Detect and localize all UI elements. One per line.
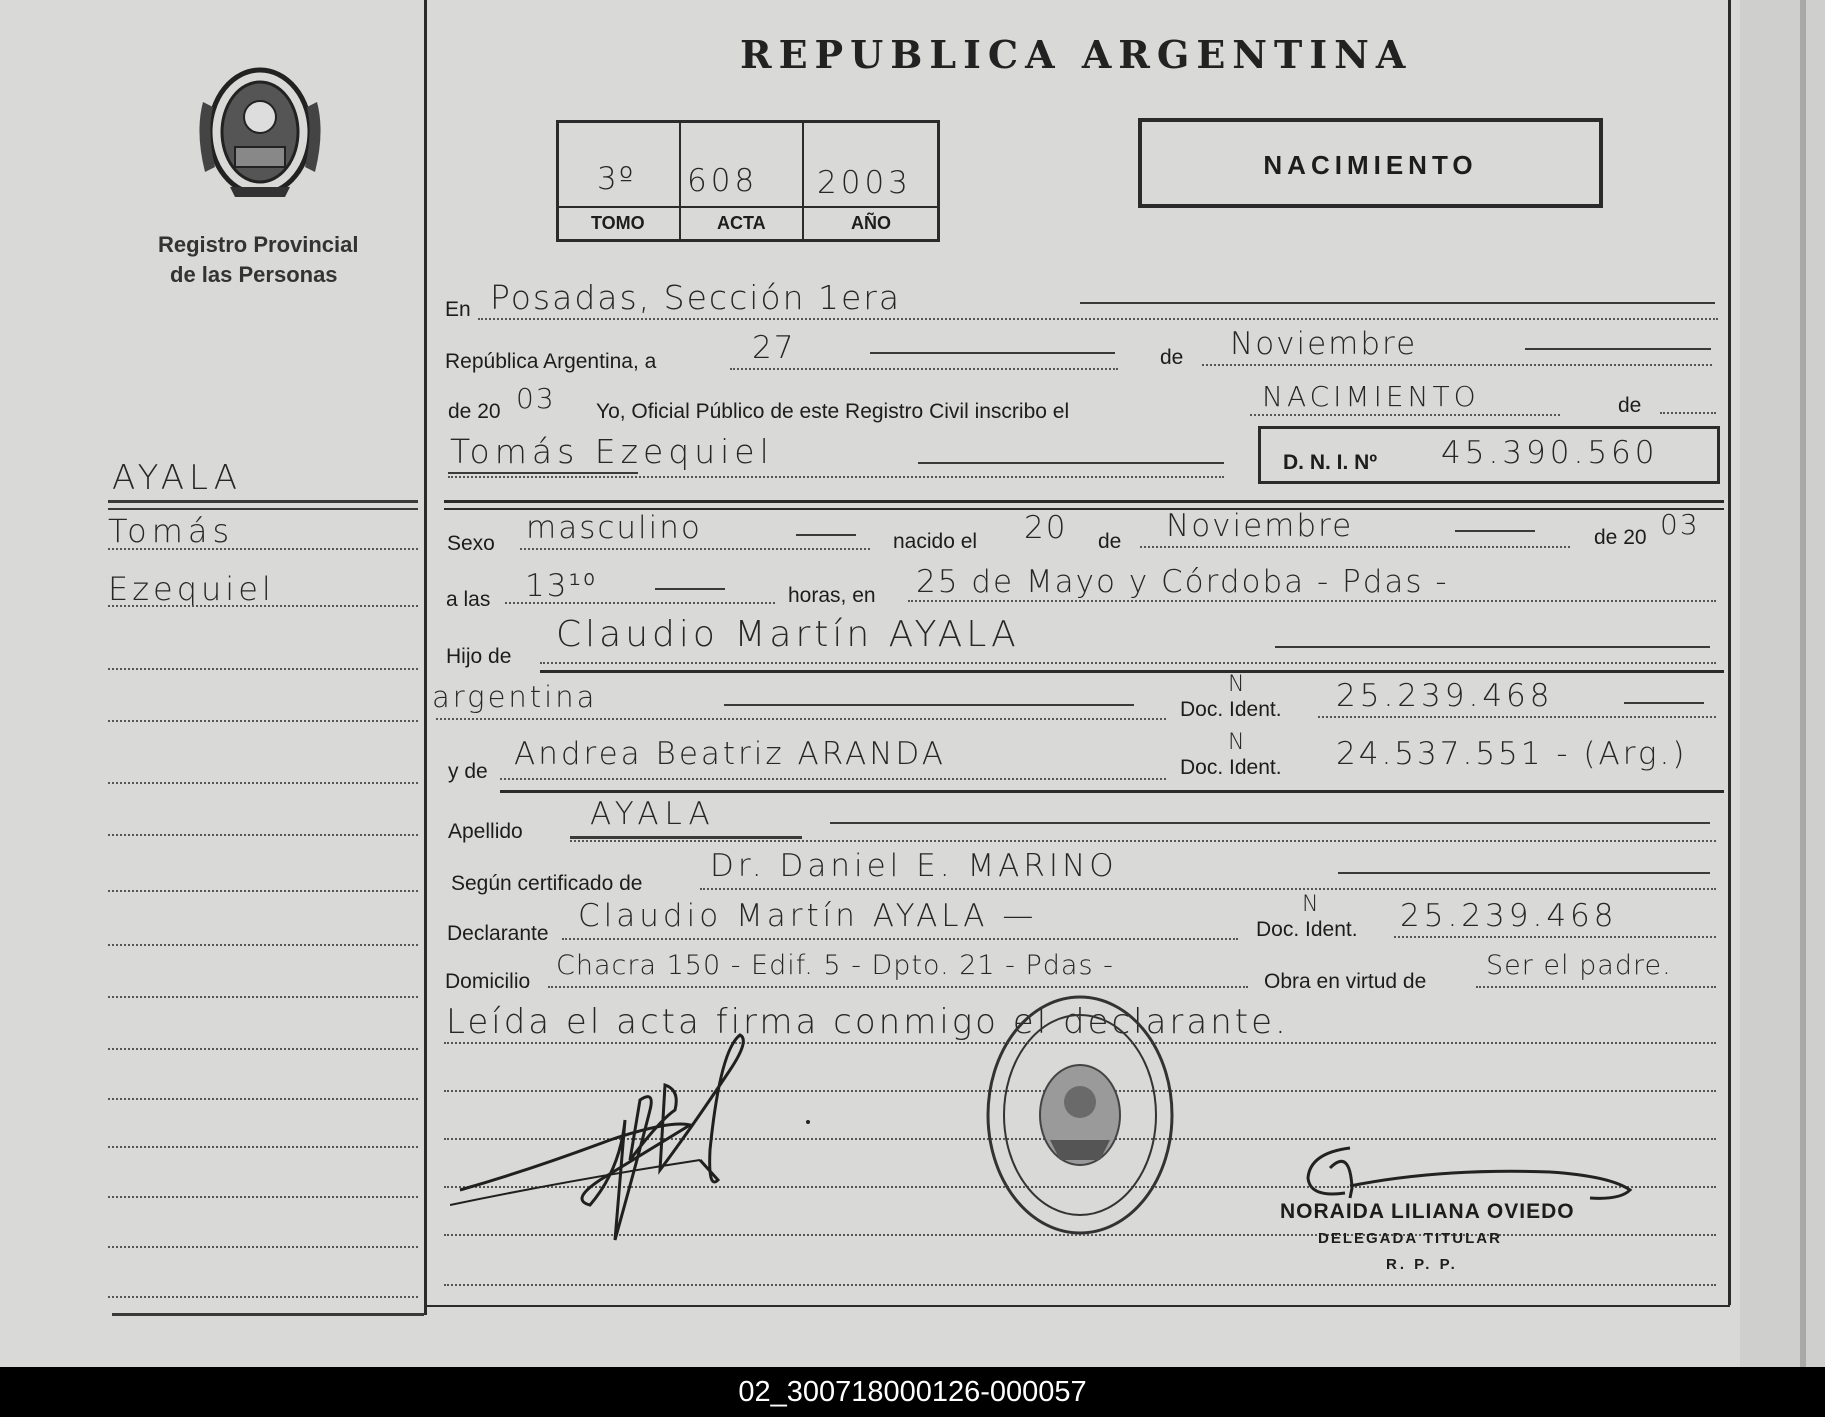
hijo-label: Hijo de xyxy=(446,645,512,668)
mother-doc-label: Doc. Ident. xyxy=(1180,756,1282,779)
obra-label: Obra en virtud de xyxy=(1264,970,1427,993)
place-rule xyxy=(908,600,1716,602)
country-title: REPUBLICA ARGENTINA xyxy=(740,32,1413,77)
en-label: En xyxy=(445,298,471,321)
margin-rule xyxy=(108,782,418,784)
father-doc-fill-line xyxy=(1624,702,1704,704)
margin-rule xyxy=(108,890,418,892)
certificado-value: Dr. Daniel E. MARINO xyxy=(710,848,1118,884)
official-title: DELEGADA TITULAR xyxy=(1318,1230,1502,1247)
act-rule xyxy=(1250,414,1560,416)
margin-rule xyxy=(108,1048,418,1050)
registry-name-line1: Registro Provincial xyxy=(158,232,359,257)
sexo-label: Sexo xyxy=(447,532,495,555)
declarante-label: Declarante xyxy=(447,922,549,945)
birth-month-rule xyxy=(1140,546,1570,548)
mother-divider xyxy=(500,790,1724,793)
month-rule xyxy=(1202,364,1712,366)
republica-label: República Argentina, a xyxy=(445,350,657,373)
declarante-doc-label: Doc. Ident. xyxy=(1256,918,1358,941)
segun-label: Según certificado de xyxy=(451,872,643,895)
ano-label: AÑO xyxy=(851,213,891,233)
margin-surname: AYALA xyxy=(112,458,242,498)
horas-label: horas, en xyxy=(788,584,876,607)
dni-value: 45.390.560 xyxy=(1441,435,1659,471)
birth-de-label: de xyxy=(1098,530,1122,553)
act-type-box xyxy=(1138,118,1603,208)
sexo-fill-line xyxy=(796,534,856,536)
dni-label: D. N. I. Nº xyxy=(1283,451,1378,474)
alas-label: a las xyxy=(446,588,491,611)
father-doc-label: Doc. Ident. xyxy=(1180,698,1282,721)
page-edge xyxy=(1740,0,1825,1367)
registry-seal-icon xyxy=(980,990,1180,1240)
mother-doc-value: 24.537.551 - (Arg.) xyxy=(1336,736,1688,772)
margin-rule xyxy=(108,944,418,946)
section-divider xyxy=(444,500,1724,503)
dni-box xyxy=(1258,426,1720,484)
margin-rule xyxy=(108,500,418,503)
margin-rule xyxy=(108,1246,418,1248)
acta-label: ACTA xyxy=(717,213,766,233)
official-name: NORAIDA LILIANA OVIEDO xyxy=(1280,1200,1575,1223)
father-divider xyxy=(540,670,1724,673)
margin-middle-name: Ezequiel xyxy=(108,570,275,608)
year-prefix-label: de 20 xyxy=(448,400,501,423)
day-rule xyxy=(730,368,1118,370)
birth-day-value: 20 xyxy=(1024,510,1068,546)
yde-label: y de xyxy=(448,760,488,783)
act-de-label: de xyxy=(1618,394,1642,417)
right-border xyxy=(1728,0,1731,1305)
father-doc-rule xyxy=(1318,716,1716,718)
birth-year-suffix-value: 03 xyxy=(1660,508,1700,541)
name-underline xyxy=(448,472,638,474)
nationality-rule xyxy=(436,718,1166,720)
provincial-seal-icon xyxy=(195,62,325,202)
birth-hour-value: 13¹⁰ xyxy=(525,568,598,604)
father-name-value: Claudio Martín AYALA xyxy=(556,614,1020,655)
apellido-fill-line xyxy=(830,822,1710,824)
margin-rule xyxy=(108,720,418,722)
margin-rule xyxy=(108,1296,418,1298)
birth-month-value: Noviembre xyxy=(1166,508,1354,544)
acta-value: 608 xyxy=(687,163,759,199)
domicilio-label: Domicilio xyxy=(445,970,531,993)
mother-name-value: Andrea Beatriz ARANDA xyxy=(514,736,946,772)
obra-rule xyxy=(1476,986,1716,988)
declarante-value: Claudio Martín AYALA — xyxy=(578,898,1038,934)
domicilio-rule xyxy=(548,986,1248,988)
margin-rule xyxy=(108,996,418,998)
margin-rule xyxy=(108,1098,418,1100)
page-stack-edge xyxy=(1800,0,1806,1367)
father-rule xyxy=(540,662,1716,664)
margin-rule xyxy=(108,1146,418,1148)
apellido-value: AYALA xyxy=(590,796,716,832)
margin-rule xyxy=(108,605,418,607)
margin-rule xyxy=(108,508,418,510)
domicilio-value: Chacra 150 - Edif. 5 - Dpto. 21 - Pdas - xyxy=(556,950,1114,981)
left-column-divider xyxy=(424,0,427,1315)
nacido-label: nacido el xyxy=(893,530,978,553)
name-rule xyxy=(448,476,1224,478)
ano-value: 2003 xyxy=(817,165,912,201)
hour-fill-line xyxy=(655,588,725,590)
birth-place-value: 25 de Mayo y Córdoba - Pdas - xyxy=(916,564,1449,600)
apellido-underline xyxy=(570,836,802,839)
record-year-suffix-value: 03 xyxy=(516,382,556,415)
declarante-rule xyxy=(562,938,1238,940)
declarante-doc-n-mark: N xyxy=(1302,892,1321,917)
obra-value: Ser el padre. xyxy=(1486,950,1672,981)
apellido-label: Apellido xyxy=(448,820,523,843)
margin-rule xyxy=(108,548,418,550)
hour-rule xyxy=(505,602,775,604)
margin-rule xyxy=(108,1196,418,1198)
en-rule xyxy=(478,318,1718,320)
margin-bottom-rule xyxy=(112,1313,424,1316)
margin-first-name: Tomás xyxy=(108,512,235,550)
record-number-table xyxy=(556,120,940,242)
certificado-rule xyxy=(700,888,1716,890)
record-month-value: Noviembre xyxy=(1230,326,1418,362)
certificado-fill-line xyxy=(1338,872,1710,874)
mother-rule xyxy=(500,778,1166,780)
bottom-rule xyxy=(424,1305,1730,1307)
father-doc-value: 25.239.468 xyxy=(1336,678,1554,714)
closing-statement-value: Leída el acta firma conmigo el declarante. xyxy=(446,1002,1289,1042)
margin-rule xyxy=(108,834,418,836)
father-doc-n-mark: N xyxy=(1228,672,1247,697)
declarante-doc-rule xyxy=(1394,936,1716,938)
en-fill-line xyxy=(1080,302,1715,304)
table-divider xyxy=(559,206,937,208)
father-nationality-value: argentina xyxy=(432,680,598,714)
mother-doc-n-mark: N xyxy=(1228,730,1247,755)
record-day-value: 27 xyxy=(752,330,796,366)
act-type-label: NACIMIENTO xyxy=(1263,150,1478,180)
registry-name-line2: de las Personas xyxy=(170,262,338,287)
sexo-value: masculino xyxy=(526,510,702,546)
nationality-fill-line xyxy=(724,704,1134,706)
birth-month-fill-line xyxy=(1455,530,1535,532)
day-fill-line xyxy=(870,352,1115,354)
declarante-doc-value: 25.239.468 xyxy=(1400,898,1618,934)
father-fill-line xyxy=(1275,646,1710,648)
oficial-statement-label: Yo, Oficial Público de este Registro Civil inscribo el xyxy=(596,400,1070,423)
image-id-caption: 02_300718000126-000057 xyxy=(0,1367,1825,1417)
month-fill-line xyxy=(1525,348,1711,350)
tomo-label: TOMO xyxy=(591,213,645,233)
blank-rule xyxy=(444,1284,1716,1286)
official-office: R. P. P. xyxy=(1386,1256,1458,1273)
apellido-rule xyxy=(570,840,1716,842)
margin-rule xyxy=(108,668,418,670)
birth-year-prefix-label: de 20 xyxy=(1594,526,1647,549)
sexo-rule xyxy=(520,548,870,550)
name-fill-line xyxy=(918,462,1224,464)
place-of-record-value: Posadas, Sección 1era xyxy=(490,278,902,317)
month-de-label: de xyxy=(1160,346,1184,369)
inscribed-act-value: NACIMIENTO xyxy=(1262,380,1480,413)
act-tail-rule xyxy=(1660,412,1716,414)
tomo-value: 3º xyxy=(597,161,636,197)
declarant-signature xyxy=(450,1030,830,1280)
registrant-name-value: Tomás Ezequiel xyxy=(450,432,774,471)
